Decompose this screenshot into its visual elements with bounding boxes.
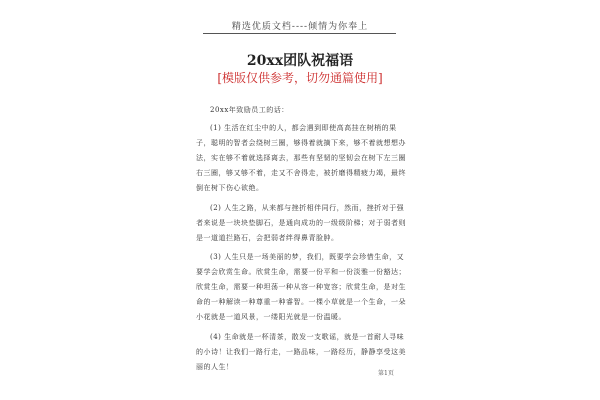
template-notice: [模版仅供参考，切勿通篇使用] bbox=[217, 71, 383, 85]
greeting-line: 20xx年致励员工的话： bbox=[210, 106, 289, 114]
document-body bbox=[196, 103, 408, 379]
document-title: 20xx团队祝福语 bbox=[246, 53, 354, 69]
page-number: 第1页 bbox=[378, 370, 394, 377]
paragraph-3: (3) 人生只是一场美丽的梦，我们，既要学会珍惜生命，又要学会欣赏生命。欣赏生命，需要一份平和一份淡雅一份豁达；欣赏生命，需要一种坦荡一种从容一种宽容；欣赏生命，是对生命的一种解读一种尊重一种睿智。一棵小草就是一个生命，一朵小花就是一道风景，一缕阳光就是一份温暖。 bbox=[196, 253, 406, 321]
header-divider bbox=[203, 33, 396, 34]
paragraph-1: (1) 生活在红尘中的人，都会遇到即使高高挂在树梢的果子，聪明的智者会绕树三圈，够得着就摘下来，够不着就想想办法，实在够不着就选择离去，那些有坚韧的坚韧会在树下左三圈右三圈，够又够不着，走又不舍得走，被折磨得精疲力竭，最终倒在树下伤心欲绝。 bbox=[196, 124, 406, 192]
paragraph-4: (4) 生命就是一杯清茶，散发一支歌谣，就是一首耐人寻味的小诗！让我们一路行走，一路品味，一路经历，静静享受这美丽的人生！ bbox=[196, 332, 406, 371]
paragraph-2: (2) 人生之路，从来都与挫折相伴同行，然而，挫折对于强者来说是一块块垫脚石，是通向成功的一级级阶梯；对于弱者则是一道道拦路石，会把弱者绊得鼻青脸肿。 bbox=[196, 203, 406, 242]
page-header: 精选优质文档----倾情为你奉上 bbox=[231, 22, 369, 32]
